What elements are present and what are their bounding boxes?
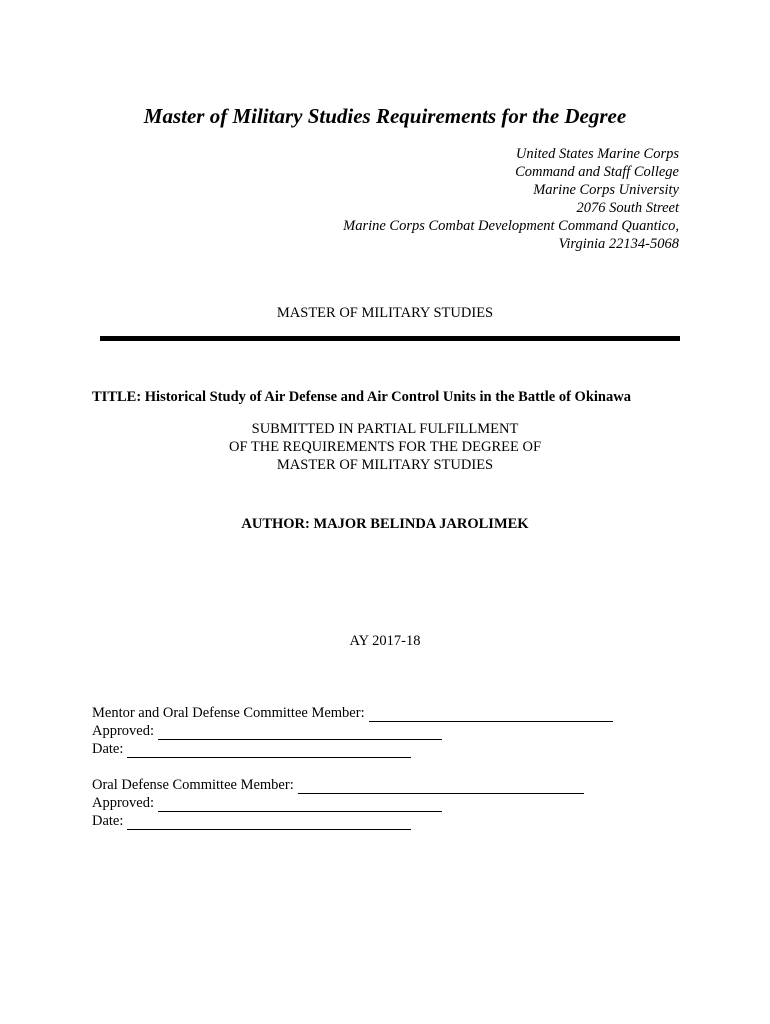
signature-block-committee bbox=[92, 776, 584, 830]
signature-block-mentor bbox=[92, 704, 613, 758]
approved-label: Approved: bbox=[92, 723, 155, 739]
thesis-title: TITLE: Historical Study of Air Defense and Air Control Units in the Battle of Okinawa bbox=[92, 389, 631, 405]
approved-signature-line[interactable] bbox=[158, 725, 442, 740]
approved-signature-row bbox=[92, 794, 584, 812]
address-line: United States Marine Corps bbox=[515, 146, 679, 162]
date-label: Date: bbox=[92, 813, 124, 829]
submission-line: MASTER OF MILITARY STUDIES bbox=[276, 457, 494, 473]
member-signature-line[interactable] bbox=[298, 779, 584, 794]
date-label: Date: bbox=[92, 741, 124, 757]
date-signature-line[interactable] bbox=[127, 743, 411, 758]
address-line: Marine Corps University bbox=[533, 182, 679, 198]
date-signature-row bbox=[92, 812, 584, 830]
member-signature-line[interactable] bbox=[369, 707, 613, 722]
address-line: Virginia 22134-5068 bbox=[558, 236, 679, 252]
date-signature-row bbox=[92, 740, 613, 758]
member-label: Mentor and Oral Defense Committee Member: bbox=[92, 705, 365, 721]
address-line: Marine Corps Combat Development Command Quantico, bbox=[343, 218, 679, 234]
program-name: MASTER OF MILITARY STUDIES bbox=[276, 305, 494, 321]
academic-year: AY 2017-18 bbox=[349, 633, 421, 649]
submission-statement bbox=[0, 420, 770, 474]
address-line: Command and Staff College bbox=[515, 164, 679, 180]
submission-line: SUBMITTED IN PARTIAL FULFILLMENT bbox=[251, 421, 519, 437]
heavy-divider bbox=[100, 336, 680, 341]
approved-label: Approved: bbox=[92, 795, 155, 811]
address-line: 2076 South Street bbox=[576, 200, 679, 216]
approved-signature-line[interactable] bbox=[158, 797, 442, 812]
approved-signature-row bbox=[92, 722, 613, 740]
member-signature-row bbox=[92, 776, 584, 794]
member-label: Oral Defense Committee Member: bbox=[92, 777, 294, 793]
institution-address bbox=[343, 145, 679, 253]
member-signature-row bbox=[92, 704, 613, 722]
date-signature-line[interactable] bbox=[127, 815, 411, 830]
author-line: AUTHOR: MAJOR BELINDA JAROLIMEK bbox=[241, 516, 529, 532]
submission-line: OF THE REQUIREMENTS FOR THE DEGREE OF bbox=[228, 439, 542, 455]
document-title: Master of Military Studies Requirements for the Degree bbox=[143, 104, 627, 128]
